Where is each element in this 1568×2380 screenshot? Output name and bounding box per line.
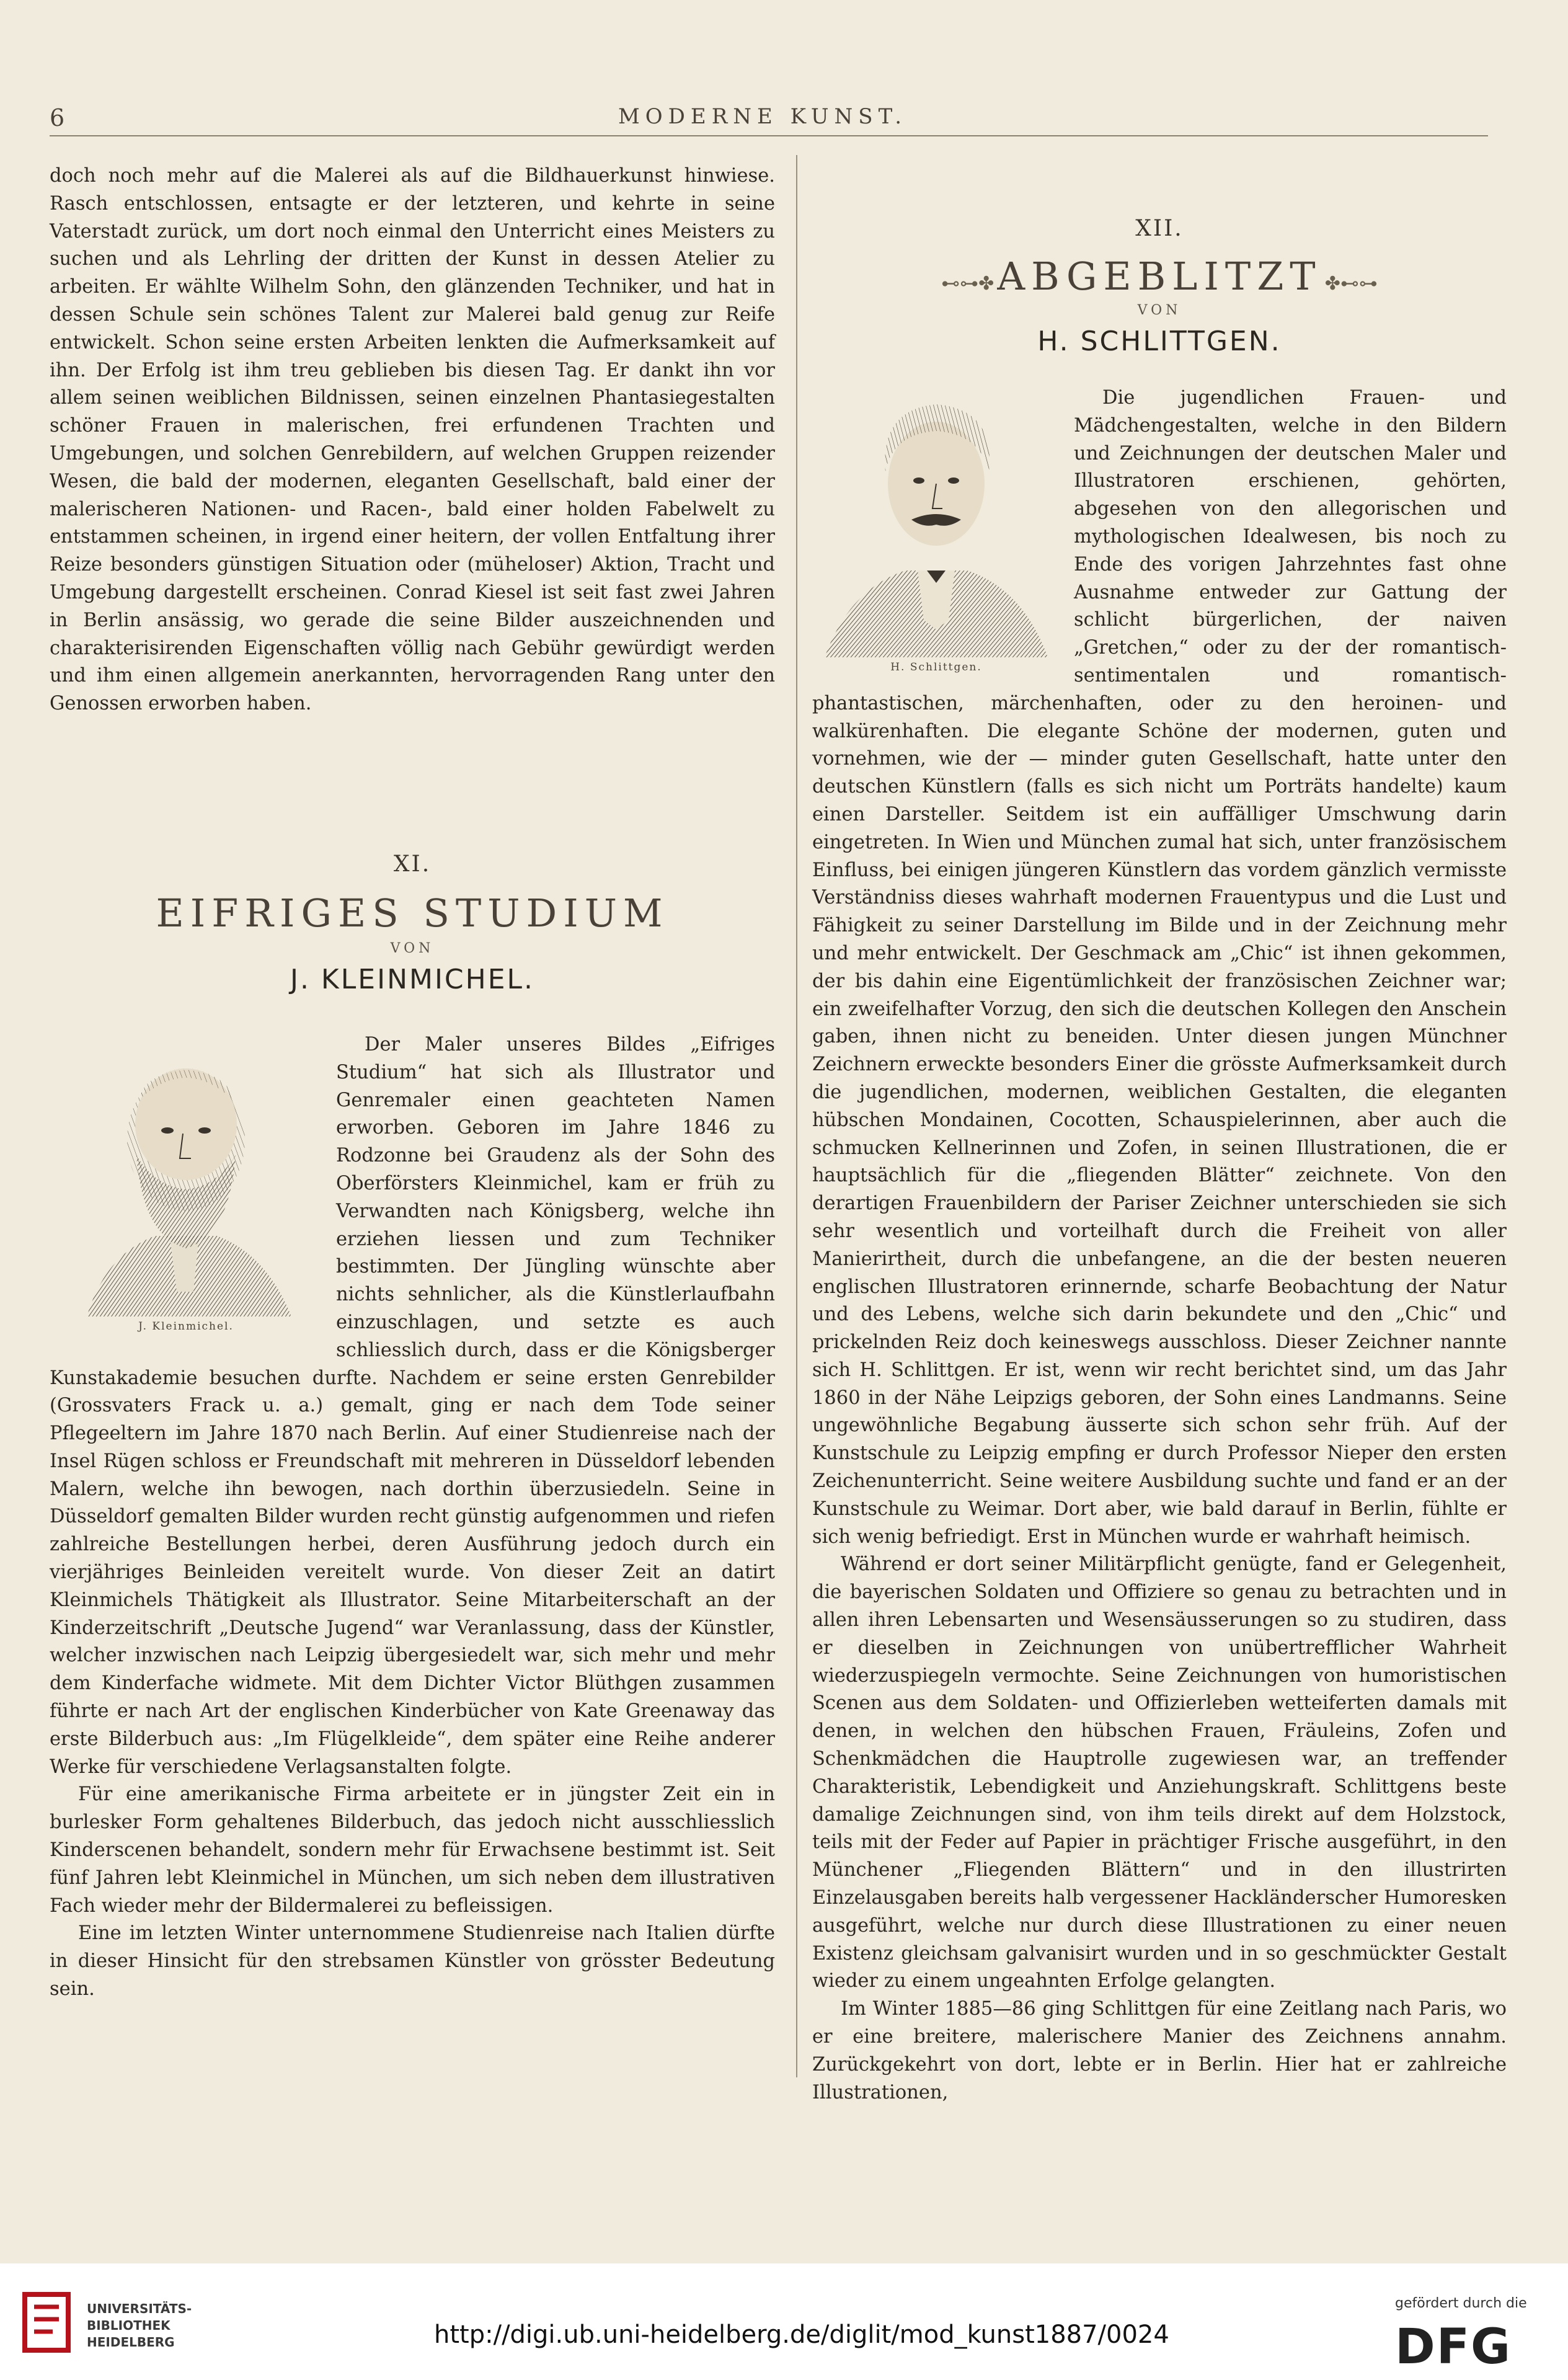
portrait-schlittgen-engraving — [812, 384, 1060, 657]
article-title: ABGEBLITZT — [997, 254, 1322, 299]
library-name-line: HEIDELBERG — [87, 2335, 175, 2350]
heidelberg-university-library-logo-icon — [19, 2288, 78, 2359]
library-name-line: BIBLIOTHEK — [87, 2318, 171, 2333]
digitization-footer — [0, 2263, 1568, 2380]
right-column — [812, 162, 1507, 2107]
article-paragraph: Die jugendlichen Frauen- und Mädchengestalten, welche in den Bildern und Zeichnungen der deutschen Maler und Illustratoren erschienen, gehörten, abgesehen von den allegorischen und mythologischen Idealwesen, bis noch zu Ende des vorigen Jahrzehntes fast ohne Ausnahme entweder zur Gattung der schlicht bürgerlichen, der naiven „Gretchen,“ oder zu der der romantisch-sentimentalen und romantisch-phantastischen, märchenhaften, oder zu den heroinen- und walkürenhaften. Die elegante Schöne der modernen, guten und vornehmen, wie der — minder guten Gesellschaft, hatte unter den deutschen Künstlern (falls es sich nicht um Porträts handelte) kaum einen Darsteller. Seitdem ist ein auffälliger Umschwung darin eingetreten. In Wien und München zumal hat sich, unter französischem Einfluss, bei einigen jüngeren Künstlern das vordem gänzlich vermisste Verständniss dieses wahrhaft modernen Frauentypus und die Lust und Fähigkeit zu seiner Darstellung im Bilde und in der Zeichnung mehr und mehr entwickelt. Der Geschmack am „Chic“ ist ihnen gekommen, der bis dahin eine Eigentümlichkeit der französischen Zeichner war; ein zweifelhafter Vorzug, den sich die deutschen Kollegen den Anschein gaben, ihnen nicht zu beneiden. Unter diesen jungen Münchner Zeichnern erweckte besonders Einer die grösste Aufmerksamkeit durch die jugendlichen, modernen, weiblichen Gestalten, die eleganten hübschen Mondainen, Cocotten, Schauspielerinnen, aber auch die schmucken Kellnerinnen und Zofen, in seinen Illustrationen, die er hauptsächlich für die „fliegenden Blätter“ zeichnete. Von den derartigen Frauenbildern der Pariser Zeichner unterschieden sie sich sehr wesentlich und vorteilhaft durch die Freiheit von aller Manierirtheit, durch die unbefangene, an die der besten neueren englischen Illustratoren erinnernde, scharfe Beobachtung der Natur und des Lebens, welche sich darin bekundete und den „Chic“ und prickelnden Reiz doch keineswegs ausschloss. Dieser Zeichner nannte sich H. Schlittgen. Er ist, wenn wir recht berichtet sind, um das Jahr 1860 in der Nähe Leipzigs geboren, der Sohn eines Landmanns. Seine ungewöhnliche Begabung äusserte sich schon sehr früh. Auf der Kunstschule zu Leipzig empfing er durch Professor Nieper den ersten Zeichenunterricht. Seine weitere Ausbildung suchte und fand er an der Kunstschule zu Weimar. Dort aber, wie bald darauf in Berlin, fühlte er sich wenig befriedigt. Erst in München wurde er wahrhaft heimisch. — [812, 387, 1507, 1548]
scroll-ornament-icon: ⊷⊶✤ — [941, 273, 994, 295]
article-paragraph: Eine im letzten Winter unternommene Studienreise nach Italien dürfte in dieser Hinsicht für den strebsamen Künstler von grösster Bedeutung sein. — [50, 1922, 775, 2000]
journal-title: MODERNE KUNST. — [618, 104, 908, 129]
column-divider — [796, 155, 797, 2077]
article-von: VON — [390, 940, 435, 956]
article-number: XII. — [1135, 216, 1184, 241]
left-column — [50, 162, 775, 2004]
source-url-link[interactable]: http://digi.ub.uni-heidelberg.de/diglit/mod_kunst1887/0024 — [434, 2320, 1169, 2349]
portrait-schlittgen — [812, 384, 1060, 688]
page-number: 6 — [50, 104, 65, 131]
article-xi-heading — [50, 851, 775, 995]
article-xii-body — [812, 384, 1507, 2107]
article-author: J. KLEINMICHEL. — [290, 963, 535, 995]
library-name-line: UNIVERSITÄTS- — [87, 2301, 192, 2316]
funded-by-label: gefördert durch die — [1395, 2296, 1527, 2311]
article-paragraph: Für eine amerikanische Firma arbeitete er in jüngster Zeit ein in burlesker Form gehaltenes Bilderbuch, das jedoch nicht ausschliesslich Kinderscenen behandelt, sondern mehr für Erwachsene bestimmt ist. Seit fünf Jahren lebt Kleinmichel in München, um sich neben dem illustrativen Fach wieder mehr der Bildermalerei zu befleissigen. — [50, 1783, 775, 1917]
article-paragraph: Der Maler unseres Bildes „Eifriges Studium“ hat sich als Illustrator und Genremaler einen geachteten Namen erworben. Geboren im Jahre 1846 zu Rodzonne bei Graudenz als der Sohn des Oberförsters Kleinmichel, kam er früh zu Verwandten nach Königsberg, welche ihn erziehen liessen und zum Techniker bestimmten. Der Jüngling wünschte aber nichts sehnlicher, als die Künstlerlaufbahn einzuschlagen, und setzte es auch schliesslich durch, dass er die Königsberger Kunstakademie besuchen durfte. Nachdem er seine ersten Genrebilder (Grossvaters Frack u. a.) gemalt, ging er nach dem Tode seiner Pflegeeltern im Jahre 1870 nach Berlin. Auf einer Studienreise nach der Insel Rügen schloss er Freundschaft mit mehreren in Düsseldorf lebenden Malern, welche ihn bewogen, nach dorthin überzusiedeln. Seine in Düsseldorf gemalten Bilder wurden recht günstig aufgenommen und riefen zahlreiche Bestellungen herbei, deren Ausführung jedoch durch ein vierjähriges Beinleiden vereitelt wurde. Von dieser Zeit an datirt Kleinmichels Thätigkeit als Illustrator. Seine Mitarbeiterschaft an der Kinderzeitschrift „Deutsche Jugend“ war Veranlassung, dass der Künstler, welcher inzwischen nach Leipzig übergesiedelt war, sich mehr und mehr dem Kinderfache widmete. Mit dem Dichter Victor Blüthgen zusammen führte er nach Art der englischen Kinderbücher von Kate Greenaway das erste Bilderbuch aus: „Im Flügelkleide“, dem später eine Reihe anderer Werke für verschiedene Verlagsanstalten folgte. — [50, 1033, 775, 1778]
article-xii-heading — [812, 216, 1507, 357]
article-paragraph: Während er dort seiner Militärpflicht genügte, fand er Gelegenheit, die bayerischen Soldaten und Offiziere so genau zu betrachten und in allen ihren Lebensarten und Wesensäusserungen so zu studiren, dass er dieselben in Zeichnungen von unübertrefflicher Wahrheit wiederzuspiegeln vermochte. Seine Zeichnungen von humoristischen Scenen aus dem Soldaten- und Offizierleben wetteiferten damals mit denen, in welchen den hübschen Frauen, Fräuleins, Zofen und Schenkmädchen die Hauptrolle zugewiesen war, an treffender Charakteristik, Lebendigkeit und Anziehungskraft. Schlittgens beste damalige Zeichnungen sind, von ihm teils direkt auf dem Holzstock, teils mit der Feder auf Papier in prächtiger Frische ausgeführt, in den Münchener „Fliegenden Blättern“ und in den illustrirten Einzelausgaben bereits halb vergessener Hackländerscher Humoresken ausgeführt, welche nur durch diese Illustrationen zu einer neuen Existenz gleichsam galvanisirt wurden und in so geschmückter Gestalt wieder zu einem ungeahnten Erfolge gelangten. — [812, 1553, 1507, 1992]
portrait-kleinmichel — [50, 1031, 322, 1341]
intro-paragraph: doch noch mehr auf die Malerei als auf die Bildhauerkunst hinwiese. Rasch entschlossen, entsagte er der letzteren, und kehrte in seine Vaterstadt zurück, um dort noch einmal den Unterricht eines Meisters zu suchen und als Lehrling der dritten der Kunst in dessen Atelier zu arbeiten. Er wählte Wilhelm Sohn, den glänzenden Techniker, und hat in dessen Schule sein schönes Talent zur Malerei bald genug zur Reife entwickelt. Schon seine ersten Arbeiten lenkten die Aufmerksamkeit auf ihn. Der Erfolg ist ihm treu geblieben bis diesen Tag. Er dankt ihn vor allem seinen weiblichen Bildnissen, seinen einzelnen Phantasiegestalten schöner Frauen in malerischen, frei erfundenen Trachten und Umgebungen, und solchen Genrebildern, auf welchen Gruppen reizender Wesen, die bald der modernen, eleganten Gesellschaft, bald einer der malerischeren Nationen- und Racen-, bald einer holden Fabelwelt zu entstammen scheinen, in irgend einer heitern, der vollen Entfaltung ihrer Reize besonders günstigen Situation oder (müheloser) Aktion, Tracht und Umgebung dargestellt erscheinen. Conrad Kiesel ist seit fast zwei Jahren in Berlin ansässig, wo gerade die seine Bilder auszeichnenden und charakterisirenden Eigenschaften völlig nach Gebühr gewürdigt werden und ihm einen allgemein anerkannten, hervorragenden Rang unter den Genossen erworben haben. — [50, 165, 775, 715]
article-von: VON — [1137, 303, 1182, 318]
article-xi-body — [50, 1031, 775, 2004]
library-name — [87, 2301, 192, 2351]
article-author: H. SCHLITTGEN. — [1037, 326, 1282, 357]
portrait-caption: H. Schlittgen. — [890, 661, 982, 673]
header-rule — [50, 135, 1488, 136]
scroll-ornament-icon: ✤⊷⊶ — [1324, 273, 1378, 295]
portrait-kleinmichel-engraving — [50, 1031, 322, 1317]
article-paragraph: Im Winter 1885—86 ging Schlittgen für eine Zeitlang nach Paris, wo er eine breitere, malerischere Manier des Zeichnens annahm. Zurückgekehrt von dort, lebte er in Berlin. Hier hat er zahlreiche Illustrationen, — [812, 1998, 1507, 2103]
article-title: EIFRIGES STUDIUM — [156, 890, 669, 936]
article-number: XI. — [393, 851, 432, 877]
portrait-caption: J. Kleinmichel. — [138, 1320, 234, 1333]
running-header — [50, 98, 1476, 135]
dfg-logo: DFG — [1395, 2319, 1512, 2375]
